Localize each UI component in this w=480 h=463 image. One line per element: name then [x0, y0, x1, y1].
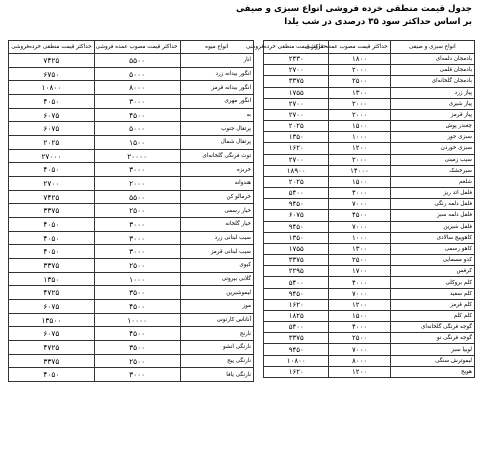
- table-row: [9, 136, 254, 150]
- wholesale-price-cell: ۵۰۰۰: [94, 67, 180, 81]
- item-name-cell: هندوانه: [180, 177, 254, 191]
- table-row: [9, 95, 254, 109]
- wholesale-price-cell: ۳۰۰۰: [94, 218, 180, 232]
- retail-price-cell: ۹۴۵۰: [264, 288, 329, 299]
- wholesale-price-cell: ۱۲۰۰: [329, 366, 390, 377]
- header-line-2: بر اساس حداکثر سود ۳۵ درصدی در شب یلدا: [284, 17, 472, 27]
- table-row: [264, 243, 475, 254]
- retail-price-cell: ۴۷۲۵: [9, 341, 95, 355]
- table-row: [264, 322, 475, 333]
- wholesale-price-cell: ۱۳۰۰: [329, 243, 390, 254]
- retail-price-cell: ۴۷۲۵: [9, 286, 95, 300]
- retail-price-cell: ۱۷۵۵: [264, 87, 329, 98]
- table-row: [264, 333, 475, 344]
- wholesale-price-cell: ۷۰۰۰: [329, 344, 390, 355]
- item-name-cell: سبزی جور: [390, 132, 474, 143]
- item-name-cell: توت فرنگی گلخانه‌ای: [180, 149, 254, 163]
- item-name-cell: موز: [180, 300, 254, 314]
- wholesale-price-cell: ۲۰۰۰: [329, 109, 390, 120]
- table-row: [9, 149, 254, 163]
- retail-price-cell: ۴۰۵۰: [9, 95, 95, 109]
- retail-price-cell: ۴۰۵۰: [9, 218, 95, 232]
- table-row: [264, 188, 475, 199]
- item-name-cell: کرفس: [390, 266, 474, 277]
- retail-price-cell: ۳۳۷۵: [9, 204, 95, 218]
- item-name-cell: خیار گلخانه: [180, 218, 254, 232]
- item-name-cell: آناناس کارتونی: [180, 313, 254, 327]
- item-name-cell: فلفل شیرین: [390, 221, 474, 232]
- table-row: [9, 327, 254, 341]
- table-row: [9, 286, 254, 300]
- item-name-cell: انار: [180, 54, 254, 68]
- retail-price-cell: ۴۰۵۰: [9, 368, 95, 382]
- table-row: [264, 121, 475, 132]
- table-row: [9, 67, 254, 81]
- item-name-cell: نارنگی یافا: [180, 368, 254, 382]
- table-row: [264, 221, 475, 232]
- wholesale-price-cell: ۲۵۰۰: [94, 354, 180, 368]
- table-row: [264, 98, 475, 109]
- retail-price-cell: ۳۳۷۵: [9, 259, 95, 273]
- column-header: انواع میوه: [180, 41, 254, 54]
- retail-price-cell: ۲۲۹۵: [264, 266, 329, 277]
- retail-price-cell: ۱۸۹۰۰: [264, 165, 329, 176]
- wholesale-price-cell: ۱۵۰۰: [329, 121, 390, 132]
- table-row: [264, 232, 475, 243]
- retail-price-cell: ۱۶۲۰: [264, 299, 329, 310]
- item-name-cell: گلابی بیروتی: [180, 272, 254, 286]
- item-name-cell: سیب لبنانی زرد: [180, 231, 254, 245]
- wholesale-price-cell: ۵۰۰۰: [94, 122, 180, 136]
- retail-price-cell: ۶۷۵۰: [9, 67, 95, 81]
- table-row: [9, 245, 254, 259]
- item-name-cell: کلم قرمز: [390, 299, 474, 310]
- table-row: [9, 354, 254, 368]
- wholesale-price-cell: ۴۵۰۰: [329, 210, 390, 221]
- item-name-cell: خرمالو کن: [180, 190, 254, 204]
- table-row: [9, 313, 254, 327]
- item-name-cell: پیاز زرد: [390, 87, 474, 98]
- retail-price-cell: ۵۴۰۰: [264, 277, 329, 288]
- table-row: [264, 266, 475, 277]
- retail-price-cell: ۲۷۰۰: [264, 98, 329, 109]
- retail-price-cell: ۲۷۰۰۰: [9, 149, 95, 163]
- retail-price-cell: ۵۴۰۰: [264, 322, 329, 333]
- table-row: [9, 122, 254, 136]
- column-header: حداکثر قیمت مصوب عمده فروشی: [94, 41, 180, 54]
- item-name-cell: پیاز قرمز: [390, 109, 474, 120]
- retail-price-cell: ۴۰۵۰: [9, 231, 95, 245]
- item-name-cell: بادمجان قلمی: [390, 65, 474, 76]
- retail-price-cell: ۳۳۷۵: [9, 354, 95, 368]
- table-row: [9, 231, 254, 245]
- wholesale-price-cell: ۴۵۰۰: [94, 300, 180, 314]
- item-name-cell: پیاز شیری: [390, 98, 474, 109]
- table-row: [264, 355, 475, 366]
- wholesale-price-cell: ۸۰۰۰: [329, 355, 390, 366]
- wholesale-price-cell: ۱۰۰۰: [94, 272, 180, 286]
- table-row: [9, 177, 254, 191]
- retail-price-cell: ۲۷۰۰: [264, 109, 329, 120]
- item-name-cell: کاهو رسمی: [390, 243, 474, 254]
- wholesale-price-cell: ۴۰۰۰: [329, 277, 390, 288]
- retail-price-cell: ۶۰۷۵: [9, 122, 95, 136]
- retail-price-cell: ۹۴۵۰: [264, 221, 329, 232]
- table-row: [264, 132, 475, 143]
- item-name-cell: هویج: [390, 366, 474, 377]
- item-name-cell: کیوی: [180, 259, 254, 273]
- table-row: [264, 143, 475, 154]
- table-row: [9, 341, 254, 355]
- item-name-cell: پرتقال جنوب: [180, 122, 254, 136]
- table-row: [264, 76, 475, 87]
- wholesale-price-cell: ۱۸۰۰: [329, 54, 390, 65]
- item-name-cell: سیرخشک: [390, 165, 474, 176]
- column-header: حداکثر قیمت منطقی خرده‌فروشی: [264, 41, 329, 54]
- retail-price-cell: ۱۳۵۰: [264, 232, 329, 243]
- table-row: [264, 109, 475, 120]
- item-name-cell: فلفل اتد ریز: [390, 188, 474, 199]
- wholesale-price-cell: ۴۰۰۰: [329, 322, 390, 333]
- column-header: حداکثر قیمت مصوب عمده فروشی: [329, 41, 390, 54]
- retail-price-cell: ۶۰۷۵: [9, 108, 95, 122]
- retail-price-cell: ۶۰۷۵: [264, 210, 329, 221]
- table-row: [9, 204, 254, 218]
- header-line-1: جدول قیمت منطقی خرده فروشی انواع سبزی و صیفی: [235, 4, 472, 14]
- item-name-cell: انگور بیدانه زرد: [180, 67, 254, 81]
- retail-price-cell: ۵۴۰۰: [264, 188, 329, 199]
- item-name-cell: سبزی خوردن: [390, 143, 474, 154]
- retail-price-cell: ۶۰۷۵: [9, 300, 95, 314]
- retail-price-cell: ۲۴۳۰: [264, 54, 329, 65]
- item-name-cell: لیموشیرین: [180, 286, 254, 300]
- retail-price-cell: ۱۳۵۰: [9, 272, 95, 286]
- wholesale-price-cell: ۲۵۰۰: [329, 76, 390, 87]
- table-row: [264, 310, 475, 321]
- wholesale-price-cell: ۳۵۰۰: [94, 286, 180, 300]
- wholesale-price-cell: ۳۰۰۰: [94, 163, 180, 177]
- table-row: [9, 218, 254, 232]
- wholesale-price-cell: ۳۰۰۰: [94, 368, 180, 382]
- wholesale-price-cell: ۴۵۰۰: [94, 108, 180, 122]
- wholesale-price-cell: ۱۰۰۰۰: [94, 313, 180, 327]
- retail-price-cell: ۲۷۰۰: [264, 154, 329, 165]
- item-name-cell: بادمجان گلخانه‌ای: [390, 76, 474, 87]
- retail-price-cell: ۱۶۲۰: [264, 366, 329, 377]
- item-name-cell: فلفل دلمه رنگی: [390, 199, 474, 210]
- table-row: [9, 108, 254, 122]
- item-name-cell: گوجه فرنگی گلخانه‌ای: [390, 322, 474, 333]
- item-name-cell: به: [180, 108, 254, 122]
- retail-price-cell: ۴۰۵۰: [9, 245, 95, 259]
- wholesale-price-cell: ۳۵۰۰: [94, 341, 180, 355]
- table-row: [264, 154, 475, 165]
- wholesale-price-cell: ۸۰۰۰: [94, 81, 180, 95]
- item-name-cell: گوجه فرنگی نو: [390, 333, 474, 344]
- retail-price-cell: ۱۶۲۰: [264, 143, 329, 154]
- table-header-row: [264, 41, 475, 54]
- wholesale-price-cell: ۵۵۰۰: [94, 54, 180, 68]
- table-row: [9, 190, 254, 204]
- fruits-price-table: [8, 40, 254, 382]
- item-name-cell: سیب لبنانی قرمز: [180, 245, 254, 259]
- table-row: [264, 255, 475, 266]
- table-row: [264, 87, 475, 98]
- item-name-cell: لیموترش سنگی: [390, 355, 474, 366]
- page-header: [172, 3, 472, 29]
- wholesale-price-cell: ۳۰۰۰: [94, 245, 180, 259]
- item-name-cell: شلغم: [390, 176, 474, 187]
- wholesale-price-cell: ۷۰۰۰: [329, 199, 390, 210]
- wholesale-price-cell: ۲۰۰۰: [329, 65, 390, 76]
- table-row: [264, 299, 475, 310]
- wholesale-price-cell: ۷۰۰۰: [329, 221, 390, 232]
- table-row: [9, 54, 254, 68]
- retail-price-cell: ۲۷۰۰: [264, 65, 329, 76]
- item-name-cell: نارنج: [180, 327, 254, 341]
- table-row: [9, 272, 254, 286]
- wholesale-price-cell: ۱۲۰۰: [329, 299, 390, 310]
- table-header-row: [9, 41, 254, 54]
- table-row: [264, 366, 475, 377]
- wholesale-price-cell: ۴۰۰۰: [329, 188, 390, 199]
- wholesale-price-cell: ۲۰۰۰: [329, 98, 390, 109]
- wholesale-price-cell: ۱۰۰۰: [329, 232, 390, 243]
- table-row: [264, 165, 475, 176]
- wholesale-price-cell: ۱۷۰۰: [329, 266, 390, 277]
- table-row: [264, 288, 475, 299]
- wholesale-price-cell: ۲۵۰۰: [329, 333, 390, 344]
- retail-price-cell: ۲۰۲۵: [9, 136, 95, 150]
- retail-price-cell: ۱۰۸۰۰: [9, 81, 95, 95]
- wholesale-price-cell: ۱۴۰۰۰: [329, 165, 390, 176]
- item-name-cell: کلم بروکلی: [390, 277, 474, 288]
- retail-price-cell: ۹۴۵۰: [264, 344, 329, 355]
- table-row: [9, 259, 254, 273]
- retail-price-cell: ۳۳۷۵: [264, 255, 329, 266]
- wholesale-price-cell: ۷۰۰۰: [329, 288, 390, 299]
- table-row: [9, 81, 254, 95]
- retail-price-cell: ۱۳۵۰۰: [9, 313, 95, 327]
- wholesale-price-cell: ۱۵۰۰: [329, 176, 390, 187]
- item-name-cell: انگور بیدانه قرمز: [180, 81, 254, 95]
- wholesale-price-cell: ۲۵۰۰: [94, 259, 180, 273]
- retail-price-cell: ۱۳۵۰: [264, 132, 329, 143]
- wholesale-price-cell: ۴۵۰۰: [94, 327, 180, 341]
- table-row: [264, 54, 475, 65]
- table-row: [264, 65, 475, 76]
- item-name-cell: کاهوپیچ سالادی: [390, 232, 474, 243]
- column-header: حداکثر قیمت منطقی خرده‌فروشی: [9, 41, 95, 54]
- retail-price-cell: ۷۴۲۵: [9, 190, 95, 204]
- retail-price-cell: ۳۳۷۵: [264, 333, 329, 344]
- wholesale-price-cell: ۱۳۰۰: [329, 87, 390, 98]
- wholesale-price-cell: ۵۵۰۰: [94, 190, 180, 204]
- item-name-cell: سیب زمینی: [390, 154, 474, 165]
- table-row: [264, 277, 475, 288]
- wholesale-price-cell: ۱۵۰۰: [94, 136, 180, 150]
- wholesale-price-cell: ۲۵۰۰: [329, 255, 390, 266]
- table-row: [9, 163, 254, 177]
- item-name-cell: کدو مسمایی: [390, 255, 474, 266]
- wholesale-price-cell: ۲۰۰۰: [94, 177, 180, 191]
- retail-price-cell: ۱۷۵۵: [264, 243, 329, 254]
- item-name-cell: نارنگی پیج: [180, 354, 254, 368]
- column-header: انواع سبزی و صیفی: [390, 41, 474, 54]
- table-row: [9, 368, 254, 382]
- retail-price-cell: ۷۴۲۵: [9, 54, 95, 68]
- item-name-cell: انگور مهری: [180, 95, 254, 109]
- table-row: [264, 210, 475, 221]
- retail-price-cell: ۹۴۵۰: [264, 199, 329, 210]
- retail-price-cell: ۲۰۲۵: [264, 176, 329, 187]
- retail-price-cell: ۴۰۵۰: [9, 163, 95, 177]
- wholesale-price-cell: ۲۰۰۰۰: [94, 149, 180, 163]
- retail-price-cell: ۲۰۲۵: [264, 121, 329, 132]
- wholesale-price-cell: ۱۲۰۰: [329, 143, 390, 154]
- retail-price-cell: ۶۰۷۵: [9, 327, 95, 341]
- wholesale-price-cell: ۱۵۰۰: [329, 310, 390, 321]
- wholesale-price-cell: ۱۰۰۰: [329, 132, 390, 143]
- item-name-cell: بادمجان دلمه‌ای: [390, 54, 474, 65]
- wholesale-price-cell: ۲۵۰۰: [94, 204, 180, 218]
- wholesale-price-cell: ۳۰۰۰: [94, 95, 180, 109]
- item-name-cell: نارنگی انشو: [180, 341, 254, 355]
- wholesale-price-cell: ۳۰۰۰: [94, 231, 180, 245]
- item-name-cell: خربزه: [180, 163, 254, 177]
- wholesale-price-cell: ۲۰۰۰: [329, 154, 390, 165]
- retail-price-cell: ۳۳۷۵: [264, 76, 329, 87]
- retail-price-cell: ۲۷۰۰: [9, 177, 95, 191]
- item-name-cell: پرتقال شمال: [180, 136, 254, 150]
- item-name-cell: فلفل دلمه سبز: [390, 210, 474, 221]
- item-name-cell: لوبیا سبز: [390, 344, 474, 355]
- item-name-cell: کلم کلم: [390, 310, 474, 321]
- retail-price-cell: ۱۰۸۰۰: [264, 355, 329, 366]
- item-name-cell: خیار رسمی: [180, 204, 254, 218]
- table-row: [264, 199, 475, 210]
- table-row: [9, 300, 254, 314]
- item-name-cell: چغندر پوش: [390, 121, 474, 132]
- item-name-cell: کلم سفید: [390, 288, 474, 299]
- table-row: [264, 176, 475, 187]
- retail-price-cell: ۱۸۲۵: [264, 310, 329, 321]
- table-row: [264, 344, 475, 355]
